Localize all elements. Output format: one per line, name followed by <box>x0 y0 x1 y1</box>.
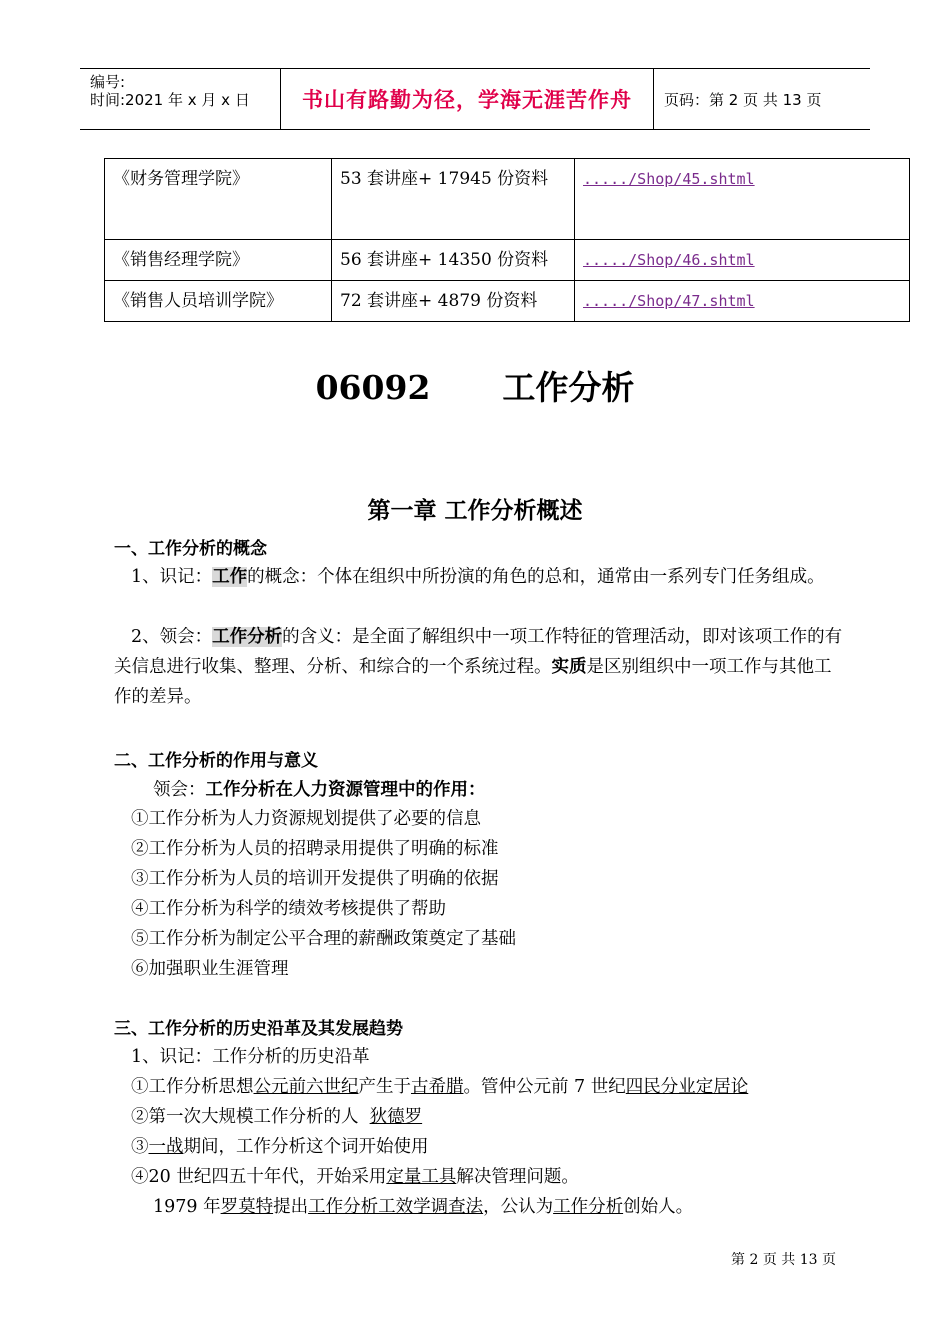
bold-term: 实质 <box>551 657 587 677</box>
term-highlight: 工作分析 <box>212 627 283 647</box>
list-item: ②第一次大规模工作分析的人 狄德罗 <box>131 1107 423 1127</box>
motto-text: 书山有路勤为径，学海无涯苦作舟 <box>302 88 632 112</box>
course-name: 工作分析 <box>502 368 635 407</box>
list-item: ③一战期间，工作分析这个词开始使用 <box>131 1137 429 1157</box>
list-item: ⑤工作分析为制定公平合理的薪酬政策奠定了基础 <box>131 929 516 949</box>
table-row <box>105 281 910 322</box>
chapter-title: 第一章 工作分析概述 <box>367 498 583 524</box>
number-label: 编号: <box>90 73 126 91</box>
doc-title <box>0 362 950 409</box>
paragraph: 1、识记：工作的概念：个体在组织中所扮演的角色的总和，通常由一系列专门任务组成。 <box>131 567 825 587</box>
list-item: ①工作分析思想公元前六世纪产生于古希腊。管仲公元前 7 世纪四民分业定居论 <box>131 1077 749 1097</box>
section-heading: 一、工作分析的概念 <box>114 539 267 559</box>
resource-name: 《财务管理学院》 <box>105 159 332 240</box>
lead-line: 领会：工作分析在人力资源管理中的作用： <box>153 780 486 800</box>
course-code: 06092 <box>315 368 431 407</box>
list-item: ②工作分析为人员的招聘录用提供了明确的标准 <box>131 839 499 859</box>
resource-desc: 72 套讲座+ 4879 份资料 <box>332 281 575 322</box>
list-item: ⑥加强职业生涯管理 <box>131 959 289 979</box>
resource-desc: 53 套讲座+ 17945 份资料 <box>332 159 575 240</box>
paragraph: 2、领会：工作分析的含义：是全面了解组织中一项工作特征的管理活动，即对该项工作的有关信息进行收集、整理、分析、和综合的一个系统过程。实质是区别组织中一项工作与其他工作的差异。 <box>114 627 843 707</box>
date-label: 时间:2021 年 x 月 x 日 <box>90 91 250 109</box>
table-row <box>105 159 910 240</box>
resource-link[interactable]: ...../Shop/46.shtml <box>583 251 755 269</box>
page-footer: 第 2 页 共 13 页 <box>731 1252 836 1268</box>
table-row <box>105 240 910 281</box>
lead-line: 1、识记：工作分析的历史沿革 <box>131 1047 370 1067</box>
resource-link[interactable]: ...../Shop/45.shtml <box>583 170 755 188</box>
page-info-text: 页码：第 2 页 共 13 页 <box>664 90 822 109</box>
term-highlight: 工作 <box>212 567 248 587</box>
list-item: 1979 年罗莫特提出工作分析工效学调查法，公认为工作分析创始人。 <box>153 1197 694 1217</box>
header-meta <box>80 69 281 129</box>
resource-name: 《销售人员培训学院》 <box>105 281 332 322</box>
list-item: ①工作分析为人力资源规划提供了必要的信息 <box>131 809 481 829</box>
header-page-info <box>654 69 870 129</box>
list-item: ③工作分析为人员的培训开发提供了明确的依据 <box>131 869 499 889</box>
resource-table <box>104 158 910 322</box>
list-item: ④工作分析为科学的绩效考核提供了帮助 <box>131 899 446 919</box>
section-heading: 三、工作分析的历史沿革及其发展趋势 <box>114 1019 403 1039</box>
section-heading: 二、工作分析的作用与意义 <box>114 751 318 771</box>
list-item: ④20 世纪四五十年代，开始采用定量工具解决管理问题。 <box>131 1167 579 1187</box>
resource-link[interactable]: ...../Shop/47.shtml <box>583 292 755 310</box>
page-header <box>80 68 870 130</box>
resource-desc: 56 套讲座+ 14350 份资料 <box>332 240 575 281</box>
header-motto <box>281 69 654 129</box>
resource-name: 《销售经理学院》 <box>105 240 332 281</box>
